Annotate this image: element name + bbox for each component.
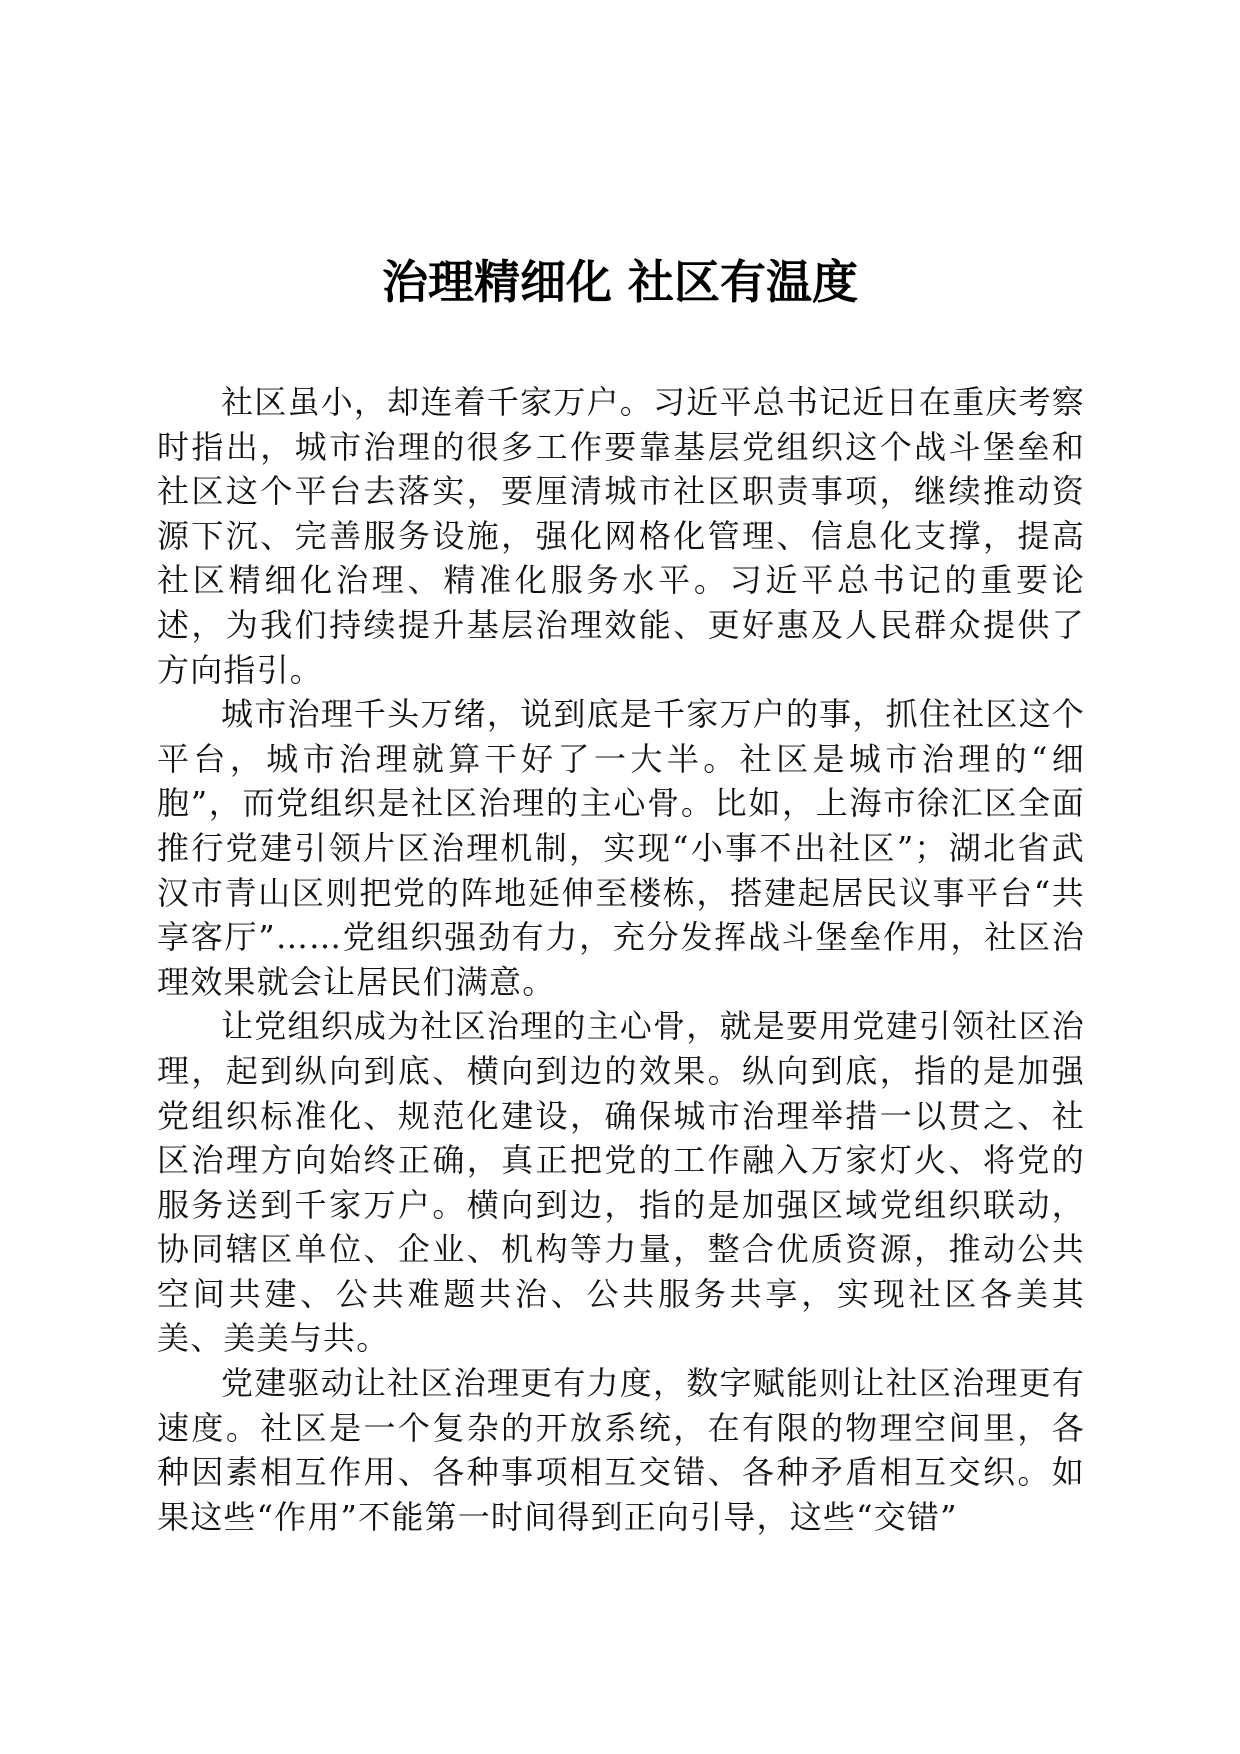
paragraph-2: 城市治理千头万绪，说到底是千家万户的事，抓住社区这个平台，城市治理就算干好了一大半。社区是城市治理的“细胞”，而党组织是社区治理的主心骨。比如，上海市徐汇区全面推行党建引领片区治理机制，实现“小事不出社区”；湖北省武汉市青山区则把党的阵地延伸至楼栋，搭建起居民议事平台“共享客厅”……党组织强劲有力，充分发挥战斗堡垒作用，社区治理效果就会让居民们满意。 bbox=[157, 695, 1085, 1001]
article-body bbox=[157, 380, 1085, 1539]
paragraph-1: 社区虽小，却连着千家万户。习近平总书记近日在重庆考察时指出，城市治理的很多工作要靠基层党组织这个战斗堡垒和社区这个平台去落实，要厘清城市社区职责事项，继续推动资源下沉、完善服务设施，强化网格化管理、信息化支撑，提高社区精细化治理、精准化服务水平。习近平总书记的重要论述，为我们持续提升基层治理效能、更好惠及人民群众提供了方向指引。 bbox=[157, 383, 1085, 689]
paragraph-3: 让党组织成为社区治理的主心骨，就是要用党建引领社区治理，起到纵向到底、横向到边的效果。纵向到底，指的是加强党组织标准化、规范化建设，确保城市治理举措一以贯之、社区治理方向始终正确，真正把党的工作融入万家灯火、将党的服务送到千家万户。横向到边，指的是加强区域党组织联动，协同辖区单位、企业、机构等力量，整合优质资源，推动公共空间共建、公共难题共治、公共服务共享，实现社区各美其美、美美与共。 bbox=[157, 1007, 1085, 1358]
paragraph-4: 党建驱动让社区治理更有力度，数字赋能则让社区治理更有速度。社区是一个复杂的开放系统，在有限的物理空间里，各种因素相互作用、各种事项相互交错、各种矛盾相互交织。如果这些“作用”不能第一时间得到正向引导，这些“交错” bbox=[157, 1364, 1085, 1536]
page-title: 治理精细化 社区有温度 bbox=[381, 255, 858, 309]
